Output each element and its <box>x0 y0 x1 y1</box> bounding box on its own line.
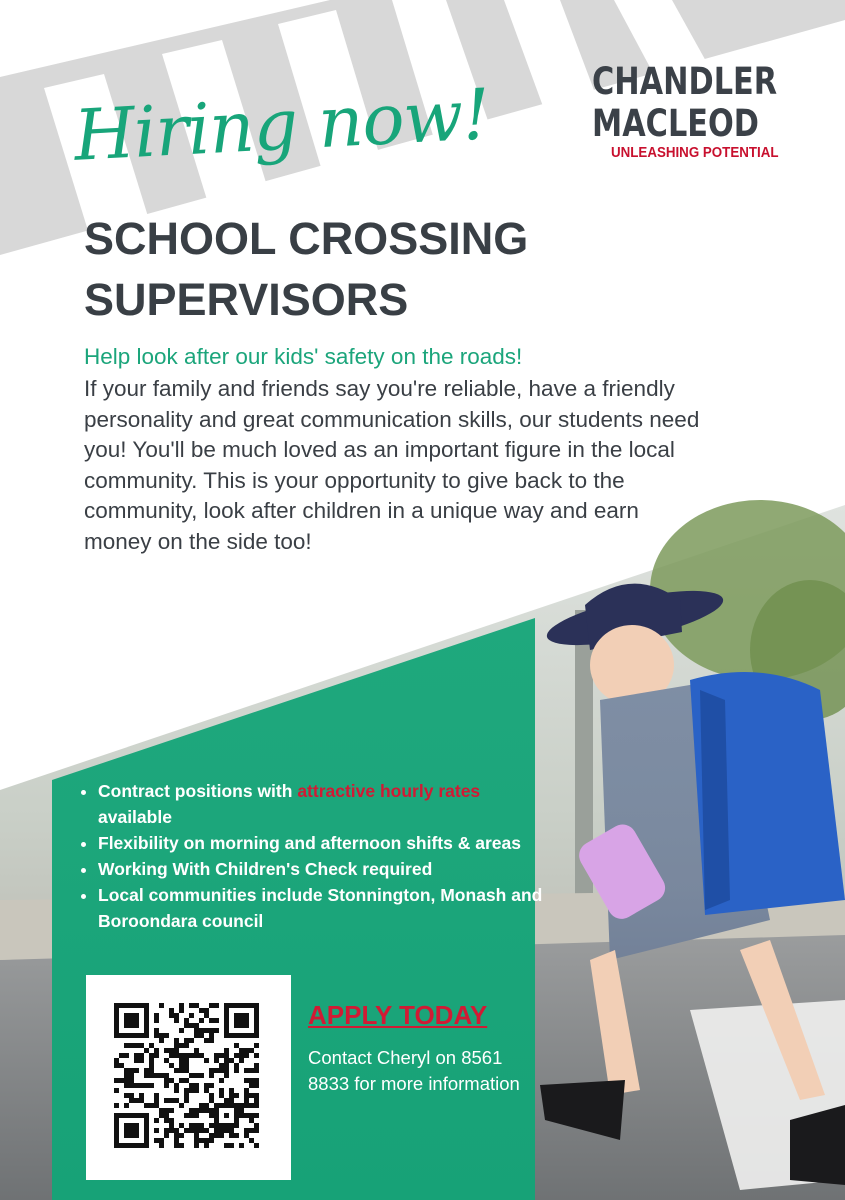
benefit-item-rates <box>98 778 548 830</box>
intro-paragraph: If your family and friends say you're reliable, have a friendly personality and great communication skills, our students need you! You'll be much loved as an important figure in the local community. This is your opportunity to give back to the community, look after children in a unique way and earn money on the side too! <box>84 376 700 554</box>
subheading: Help look after our kids' safety on the roads! <box>84 344 523 369</box>
benefit-highlight: attractive hourly rates <box>297 781 481 801</box>
contact-info: Contact Cheryl on 8561 8833 for more information <box>308 1047 520 1094</box>
benefit-item-wwcc: • Working With Children's Check required <box>98 856 548 882</box>
qr-code-icon <box>86 975 291 1180</box>
title-line-2: SUPERVISORS <box>84 274 409 325</box>
hiring-now-script: Hiring now! <box>71 73 492 177</box>
apply-today-link[interactable]: APPLY TODAY <box>308 1000 488 1030</box>
benefit-item-communities: • Local communities include Stonnington, Monash and Boroondara council <box>98 882 548 934</box>
benefit-text: available <box>98 807 172 827</box>
logo-chandler: CHANDLER <box>592 60 778 103</box>
benefit-item-flexibility: • Flexibility on morning and afternoon shifts & areas <box>98 830 548 856</box>
benefits-list <box>72 778 548 934</box>
title-line-1: SCHOOL CROSSING <box>84 213 529 264</box>
logo-tagline: UNLEASHING POTENTIAL <box>611 145 779 161</box>
qr-code-box[interactable] <box>86 975 291 1180</box>
benefit-text: Contract positions with <box>98 781 298 801</box>
logo-macleod: MACLEOD <box>592 102 759 145</box>
